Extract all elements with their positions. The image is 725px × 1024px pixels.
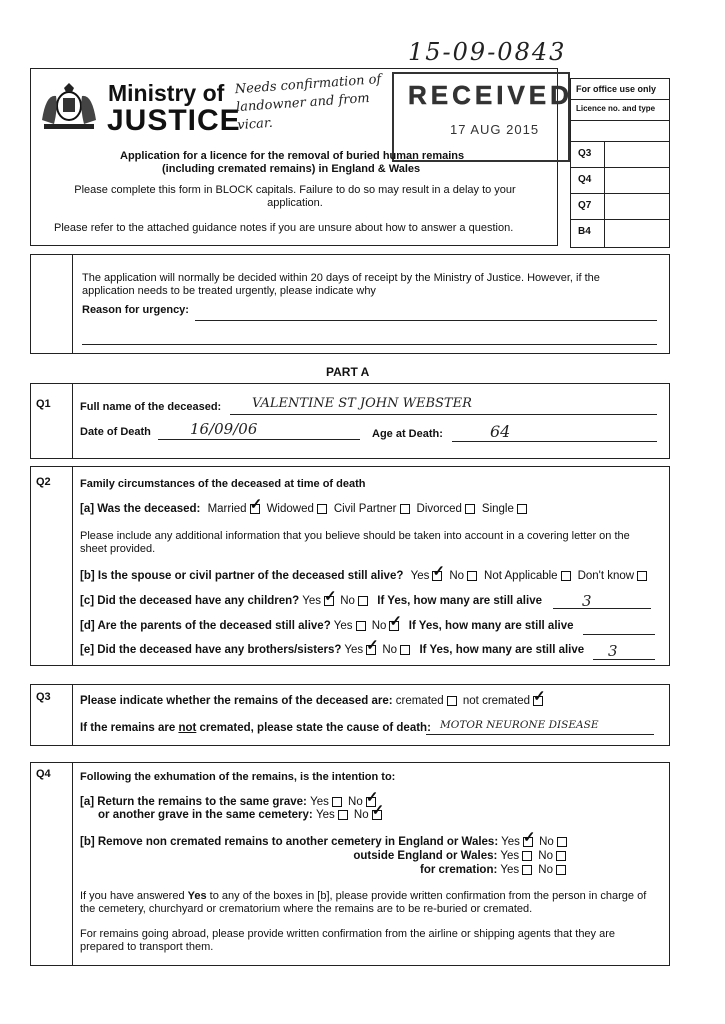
q2-c-count-label: If Yes, how many are still alive bbox=[377, 595, 542, 607]
q2-e-yes-checkbox[interactable] bbox=[366, 645, 376, 655]
office-row-q7: Q7 bbox=[578, 200, 592, 211]
q2-d-count-line[interactable] bbox=[583, 634, 655, 635]
q2-a-label: [a] Was the deceased: bbox=[80, 503, 201, 515]
q2-c-label: [c] Did the deceased have any children? bbox=[80, 595, 300, 607]
urgency-input-line1[interactable] bbox=[195, 320, 657, 321]
q2-a-option-label: Single bbox=[481, 503, 514, 515]
q2-a-option-label: Divorced bbox=[416, 503, 462, 515]
q1-name-line[interactable] bbox=[230, 414, 657, 415]
q2-d-count-label: If Yes, how many are still alive bbox=[408, 620, 574, 632]
q2-c-count-value: 3 bbox=[582, 592, 592, 610]
office-row-q3: Q3 bbox=[578, 148, 592, 159]
q2-title: Family circumstances of the deceased at time of death bbox=[80, 478, 366, 490]
q2-c-row bbox=[80, 595, 542, 607]
q4-b1-no-checkbox[interactable] bbox=[557, 837, 567, 847]
q4-a2-no-label: No bbox=[353, 809, 369, 821]
q4-b2-yes-label: Yes bbox=[500, 850, 520, 862]
q3-number: Q3 bbox=[36, 691, 51, 703]
q3-cause-row bbox=[80, 722, 431, 734]
q2-d-yes-checkbox[interactable] bbox=[356, 621, 366, 631]
q4-b2-yes-checkbox[interactable] bbox=[522, 851, 532, 861]
q2-box bbox=[30, 466, 670, 666]
q1-dod-line[interactable] bbox=[158, 439, 360, 440]
q4-b1-yes-label: Yes bbox=[501, 836, 520, 848]
q2-c-no-checkbox[interactable] bbox=[358, 596, 368, 606]
q4-a-line2: or another grave in the same cemetery: bbox=[98, 809, 313, 821]
q4-note1-yes: Yes bbox=[187, 890, 207, 902]
ministry-logo-line1: Ministry of bbox=[108, 80, 225, 106]
q2-a-option-checkbox[interactable] bbox=[517, 504, 527, 514]
q4-note1 bbox=[80, 890, 658, 916]
office-row-b4: B4 bbox=[578, 226, 591, 237]
q4-number: Q4 bbox=[36, 768, 51, 780]
q2-c-count-line[interactable] bbox=[553, 608, 651, 609]
q2-b-option-checkbox[interactable] bbox=[561, 571, 571, 581]
q2-additional-info: Please include any additional information that you believe should be taken into account in a covering letter on the sheet provided. bbox=[80, 530, 630, 555]
q3-question: Please indicate whether the remains of the deceased are: bbox=[80, 695, 393, 707]
reference-number: 15-09-0843 bbox=[408, 38, 567, 66]
q2-e-label: [e] Did the deceased have any brothers/sisters? bbox=[80, 644, 342, 656]
q4-title: Following the exhumation of the remains, is the intention to: bbox=[80, 771, 396, 783]
q4-b2-no-checkbox[interactable] bbox=[556, 851, 566, 861]
q1-age-line[interactable] bbox=[452, 441, 657, 442]
q4-a-row2 bbox=[98, 809, 385, 821]
q2-a-option-label: Civil Partner bbox=[333, 503, 397, 515]
q2-b-label: [b] Is the spouse or civil partner of the deceased still alive? bbox=[80, 570, 404, 582]
q3-cremated-label: cremated bbox=[395, 695, 444, 707]
office-row-q4: Q4 bbox=[578, 174, 592, 185]
form-title-line1: Application for a licence for the removal of buried human remains bbox=[120, 150, 465, 162]
q4-b-row2 bbox=[353, 850, 569, 862]
q2-a-row bbox=[80, 503, 530, 515]
q4-a1-yes-label: Yes bbox=[310, 796, 329, 808]
q4-b1-yes-checkbox[interactable] bbox=[523, 837, 533, 847]
q2-c-no-label: No bbox=[340, 595, 355, 607]
q3-cause-value: MOTOR NEURONE DISEASE bbox=[440, 719, 599, 731]
q2-e-yes-label: Yes bbox=[344, 644, 364, 656]
q2-d-label: [d] Are the parents of the deceased still alive? bbox=[80, 620, 331, 632]
q1-dod-label: Date of Death bbox=[80, 426, 151, 438]
received-stamp-text: RECEIVED bbox=[408, 80, 573, 110]
q4-a2-yes-label: Yes bbox=[315, 809, 335, 821]
handwritten-note: Needs confirmation of landowner and from vicar. bbox=[234, 72, 382, 134]
q4-note2: For remains going abroad, please provide written confirmation from the airline or shipping agents that they are prepared to transport them. bbox=[80, 928, 616, 953]
q4-note1-post: to any of the boxes in [b], please provide written confirmation from the person in charge of the cemetery, churchyard or crematorium where the remains are to be re-buried or cremated. bbox=[80, 890, 647, 915]
ministry-logo-line2: JUSTICE bbox=[107, 104, 241, 137]
q2-b-option-checkbox[interactable] bbox=[432, 571, 442, 581]
q4-b-row1 bbox=[80, 836, 570, 848]
part-a-heading: PART A bbox=[326, 365, 370, 379]
urgency-label: Reason for urgency: bbox=[82, 304, 189, 316]
q4-note1-pre: If you have answered bbox=[80, 890, 185, 902]
q2-d-row bbox=[80, 620, 574, 632]
guidance-note: Please refer to the attached guidance notes if you are unsure about how to answer a question. bbox=[54, 222, 514, 234]
q2-b-option-label: Not Applicable bbox=[484, 570, 558, 582]
q4-a-line1: [a] Return the remains to the same grave: bbox=[80, 796, 307, 808]
q4-b3-yes-checkbox[interactable] bbox=[522, 865, 532, 875]
q2-a-option-checkbox[interactable] bbox=[465, 504, 475, 514]
q3-cremated-checkbox[interactable] bbox=[447, 696, 457, 706]
q3-question-row bbox=[80, 695, 546, 707]
urgency-intro: The application will normally be decided within 20 days of receipt by the Ministry of Justice. However, if the application needs to be treated urgently, please indicate why bbox=[82, 272, 600, 297]
q4-a1-no-label: No bbox=[348, 796, 363, 808]
q2-b-row bbox=[80, 570, 650, 582]
office-use-title: For office use only bbox=[576, 84, 657, 94]
q2-number: Q2 bbox=[36, 476, 51, 488]
licence-label: Licence no. and type bbox=[576, 104, 656, 113]
q4-b2-no-label: No bbox=[538, 850, 553, 862]
q4-b-line3: for cremation: bbox=[420, 864, 498, 876]
q2-a-option-checkbox[interactable] bbox=[250, 504, 260, 514]
q2-a-option-checkbox[interactable] bbox=[400, 504, 410, 514]
q3-box bbox=[30, 684, 670, 746]
q2-a-option-label: Widowed bbox=[266, 503, 314, 515]
q4-b-line2: outside England or Wales: bbox=[353, 850, 498, 862]
q3-cause-label-pre: If the remains are bbox=[80, 722, 176, 734]
q2-d-no-label: No bbox=[371, 620, 387, 632]
q2-a-option-checkbox[interactable] bbox=[317, 504, 327, 514]
q1-name-value: VALENTINE ST JOHN WEBSTER bbox=[252, 396, 472, 411]
q2-b-option-label: Don't know bbox=[577, 570, 635, 582]
q4-a1-yes-checkbox[interactable] bbox=[332, 797, 342, 807]
q1-box bbox=[30, 383, 670, 459]
q3-not-cremated-checkbox[interactable] bbox=[533, 696, 543, 706]
q4-b-bold: [b] Remove bbox=[80, 836, 143, 848]
q2-b-option-label: Yes bbox=[410, 570, 430, 582]
q4-b3-yes-label: Yes bbox=[500, 864, 520, 876]
q1-age-value: 64 bbox=[490, 422, 511, 441]
q4-b1-no-label: No bbox=[539, 836, 554, 848]
q1-number: Q1 bbox=[36, 398, 51, 410]
q3-cause-line[interactable] bbox=[426, 734, 654, 735]
urgency-input-line2[interactable] bbox=[82, 344, 657, 345]
q1-dod-value: 16/09/06 bbox=[190, 420, 258, 438]
q3-not-cremated-label: not cremated bbox=[462, 695, 531, 707]
q4-a2-no-checkbox[interactable] bbox=[372, 810, 382, 820]
q2-e-no-label: No bbox=[382, 644, 398, 656]
q4-b-row3 bbox=[420, 864, 569, 876]
q4-b3-no-label: No bbox=[538, 864, 553, 876]
q4-b3-no-checkbox[interactable] bbox=[556, 865, 566, 875]
q2-e-row bbox=[80, 644, 584, 656]
q2-c-yes-checkbox[interactable] bbox=[324, 596, 334, 606]
q2-d-yes-label: Yes bbox=[333, 620, 353, 632]
q1-age-label: Age at Death: bbox=[372, 428, 443, 440]
q2-a-option-label: Married bbox=[207, 503, 247, 515]
q2-e-count-value: 3 bbox=[608, 642, 618, 660]
q4-a2-yes-checkbox[interactable] bbox=[338, 810, 348, 820]
q2-d-no-checkbox[interactable] bbox=[389, 621, 399, 631]
q2-e-count-line[interactable] bbox=[593, 659, 655, 660]
q2-b-option-label: No bbox=[449, 570, 465, 582]
q2-e-count-label: If Yes, how many are still alive bbox=[419, 644, 585, 656]
received-stamp bbox=[392, 72, 573, 162]
block-capitals-note: Please complete this form in BLOCK capitals. Failure to do so may result in a delay to your application. bbox=[74, 184, 516, 209]
q4-b-line1: non cremated remains to another cemetery in England or Wales: bbox=[145, 836, 499, 848]
received-stamp-date: 17 AUG 2015 bbox=[450, 122, 540, 137]
royal-crest-icon bbox=[36, 80, 102, 132]
q2-b-option-checkbox[interactable] bbox=[467, 571, 477, 581]
q1-name-label: Full name of the deceased: bbox=[80, 401, 222, 413]
q2-b-option-checkbox[interactable] bbox=[637, 571, 647, 581]
q3-cause-label-post: cremated, please state the cause of death: bbox=[199, 722, 431, 734]
q3-cause-label-not: not bbox=[178, 722, 197, 734]
form-title-line2: (including cremated remains) in England & Wales bbox=[162, 163, 421, 175]
q2-c-yes-label: Yes bbox=[302, 595, 321, 607]
q2-e-no-checkbox[interactable] bbox=[400, 645, 410, 655]
q4-a-row1 bbox=[80, 796, 379, 808]
